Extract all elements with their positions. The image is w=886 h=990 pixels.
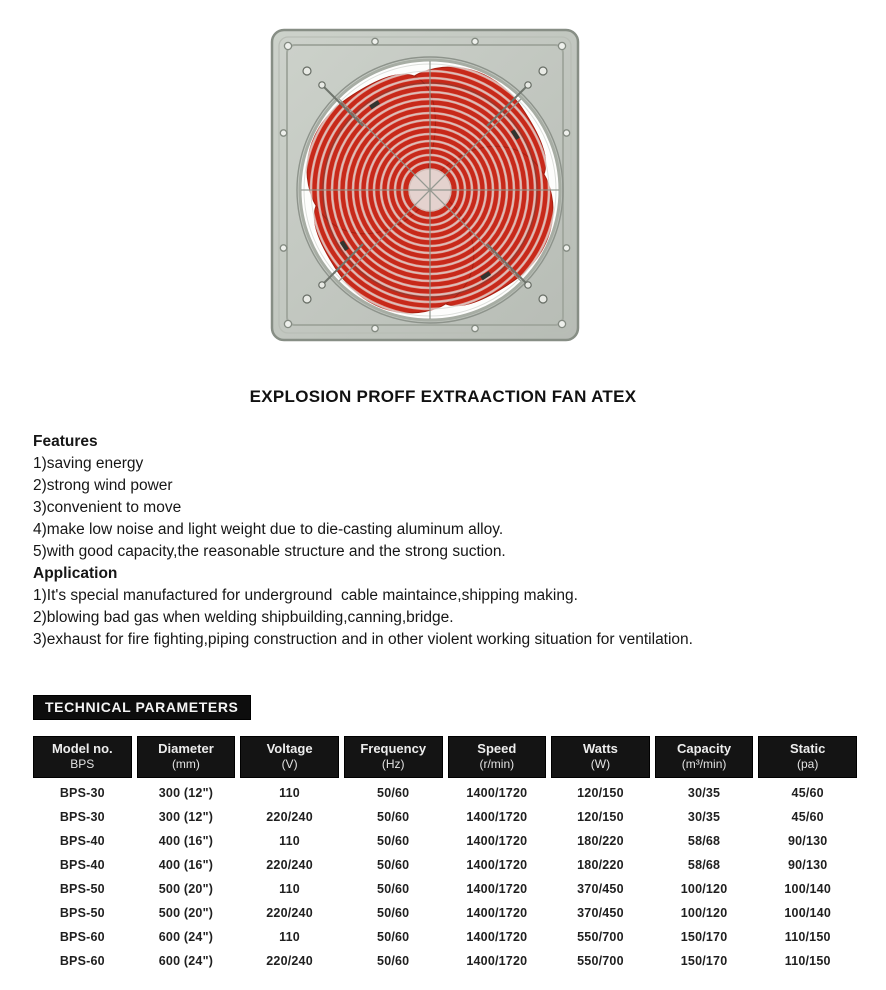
table-row	[33, 901, 857, 925]
table-cell: 58/68	[687, 834, 721, 848]
technical-parameters-section	[33, 695, 857, 973]
table-cell: BPS-40	[59, 834, 105, 848]
table-cell: 550/700	[577, 954, 624, 968]
application-item: 2)blowing bad gas when welding shipbuilding,canning,bridge.	[33, 609, 454, 626]
table-cell: BPS-40	[59, 858, 105, 872]
application-heading: Application	[33, 565, 118, 582]
table-cell: 1400/1720	[466, 882, 528, 896]
column-header-text: (m³/min)	[681, 757, 727, 771]
feature-item: 1)saving energy	[33, 455, 144, 472]
table-cell: 1400/1720	[466, 954, 528, 968]
table-cell: 600 (24")	[158, 930, 214, 944]
table-cell: 45/60	[791, 786, 824, 800]
column-header-text: Capacity	[676, 741, 732, 756]
column-header-text: Watts	[582, 741, 618, 756]
table-cell: 110	[279, 930, 300, 944]
column-header	[655, 736, 754, 778]
table-cell: 180/220	[577, 858, 624, 872]
column-header	[758, 736, 857, 778]
table-row	[33, 925, 857, 949]
table-cell: 370/450	[577, 882, 624, 896]
table-cell: 220/240	[266, 858, 313, 872]
table-cell: 100/140	[784, 906, 831, 920]
column-header-text: Voltage	[266, 741, 313, 756]
table-cell: 180/220	[577, 834, 624, 848]
table-cell: 1400/1720	[466, 786, 528, 800]
table-cell: 30/35	[687, 810, 721, 824]
table-cell: BPS-30	[59, 786, 105, 800]
column-header	[33, 736, 132, 778]
fan-grille-wires	[301, 61, 559, 319]
table-cell: 550/700	[577, 930, 624, 944]
column-header-text: Model no.	[51, 741, 113, 756]
table-cell: 110	[279, 834, 300, 848]
table-cell: 110	[279, 786, 300, 800]
table-cell: 220/240	[266, 954, 313, 968]
table-cell: BPS-60	[59, 954, 105, 968]
application-item: 1)It's special manufactured for underground cable maintaince,shipping making.	[33, 587, 578, 604]
column-header	[448, 736, 547, 778]
column-header-text: Speed	[477, 741, 517, 756]
table-cell: 50/60	[377, 834, 410, 848]
column-header-text: (mm)	[171, 757, 200, 771]
column-header	[137, 736, 236, 778]
table-cell: 1400/1720	[466, 930, 528, 944]
table-header	[33, 736, 857, 778]
table-row	[33, 877, 857, 901]
column-header-text: (V)	[281, 757, 298, 771]
table-cell: 300 (12")	[158, 786, 214, 800]
table-cell: 50/60	[377, 954, 410, 968]
table-cell: 150/170	[680, 930, 728, 944]
table-cell: 500 (20")	[158, 882, 214, 896]
application-list	[33, 585, 863, 651]
column-header-text: Static	[789, 741, 826, 756]
table-cell: 220/240	[266, 810, 313, 824]
table-cell: 50/60	[377, 906, 410, 920]
table-cell: BPS-50	[59, 882, 105, 896]
table-cell: 50/60	[377, 930, 410, 944]
table-cell: 45/60	[791, 810, 824, 824]
technical-parameters-label: TECHNICAL PARAMETERS	[33, 695, 251, 720]
table-cell: 50/60	[377, 810, 410, 824]
feature-item: 4)make low noise and light weight due to die-casting aluminum alloy.	[33, 521, 504, 538]
column-header-text: (r/min)	[479, 757, 515, 771]
table-cell: 400 (16")	[158, 858, 214, 872]
table-cell: 110/150	[784, 954, 831, 968]
fan-product-photo	[270, 28, 580, 342]
table-cell: 220/240	[266, 906, 313, 920]
table-cell: 100/140	[784, 882, 831, 896]
table-row	[33, 853, 857, 877]
table-row	[33, 829, 857, 853]
table-cell: 50/60	[377, 858, 410, 872]
table-cell: 110/150	[784, 930, 831, 944]
table-cell: 58/68	[687, 858, 721, 872]
table-cell: 1400/1720	[466, 834, 528, 848]
table-body	[33, 781, 857, 973]
table-cell: 370/450	[577, 906, 624, 920]
feature-item: 3)convenient to move	[33, 499, 182, 516]
table-cell: 120/150	[577, 810, 624, 824]
feature-item: 5)with good capacity,the reasonable structure and the strong suction.	[33, 543, 506, 560]
column-header-text: BPS	[70, 757, 95, 771]
table-cell: 1400/1720	[466, 906, 528, 920]
table-row	[33, 805, 857, 829]
table-cell: BPS-50	[59, 906, 105, 920]
feature-item: 2)strong wind power	[33, 477, 173, 494]
table-cell: 300 (12")	[158, 810, 214, 824]
table-cell: 400 (16")	[158, 834, 214, 848]
table-cell: 100/120	[680, 882, 728, 896]
table-cell: BPS-30	[59, 810, 105, 824]
table-cell: 90/130	[787, 858, 828, 872]
features-heading: Features	[33, 433, 98, 450]
column-header-text: Diameter	[158, 741, 214, 756]
table-row	[33, 949, 857, 973]
table-cell: 500 (20")	[158, 906, 214, 920]
column-header	[344, 736, 443, 778]
column-header	[240, 736, 339, 778]
features-list	[33, 453, 863, 563]
description-block	[33, 431, 863, 651]
table-cell: BPS-60	[59, 930, 105, 944]
application-item: 3)exhaust for fire fighting,piping construction and in other violent working situation for ventilation.	[33, 631, 693, 648]
page-title: EXPLOSION PROFF EXTRAACTION FAN ATEX	[249, 387, 637, 406]
column-header-text: (pa)	[797, 757, 819, 771]
table-cell: 600 (24")	[158, 954, 214, 968]
table-cell: 30/35	[687, 786, 721, 800]
table-cell: 50/60	[377, 786, 410, 800]
column-header	[551, 736, 650, 778]
table-cell: 50/60	[377, 882, 410, 896]
table-row	[33, 781, 857, 805]
column-header-text: (Hz)	[381, 757, 405, 771]
table-cell: 120/150	[577, 786, 624, 800]
column-header-text: (W)	[590, 757, 611, 771]
column-header-text: Frequency	[360, 741, 427, 756]
table-cell: 150/170	[680, 954, 728, 968]
table-cell: 1400/1720	[466, 858, 528, 872]
table-cell: 110	[279, 882, 300, 896]
table-cell: 90/130	[787, 834, 828, 848]
table-cell: 100/120	[680, 906, 728, 920]
table-cell: 1400/1720	[466, 810, 528, 824]
